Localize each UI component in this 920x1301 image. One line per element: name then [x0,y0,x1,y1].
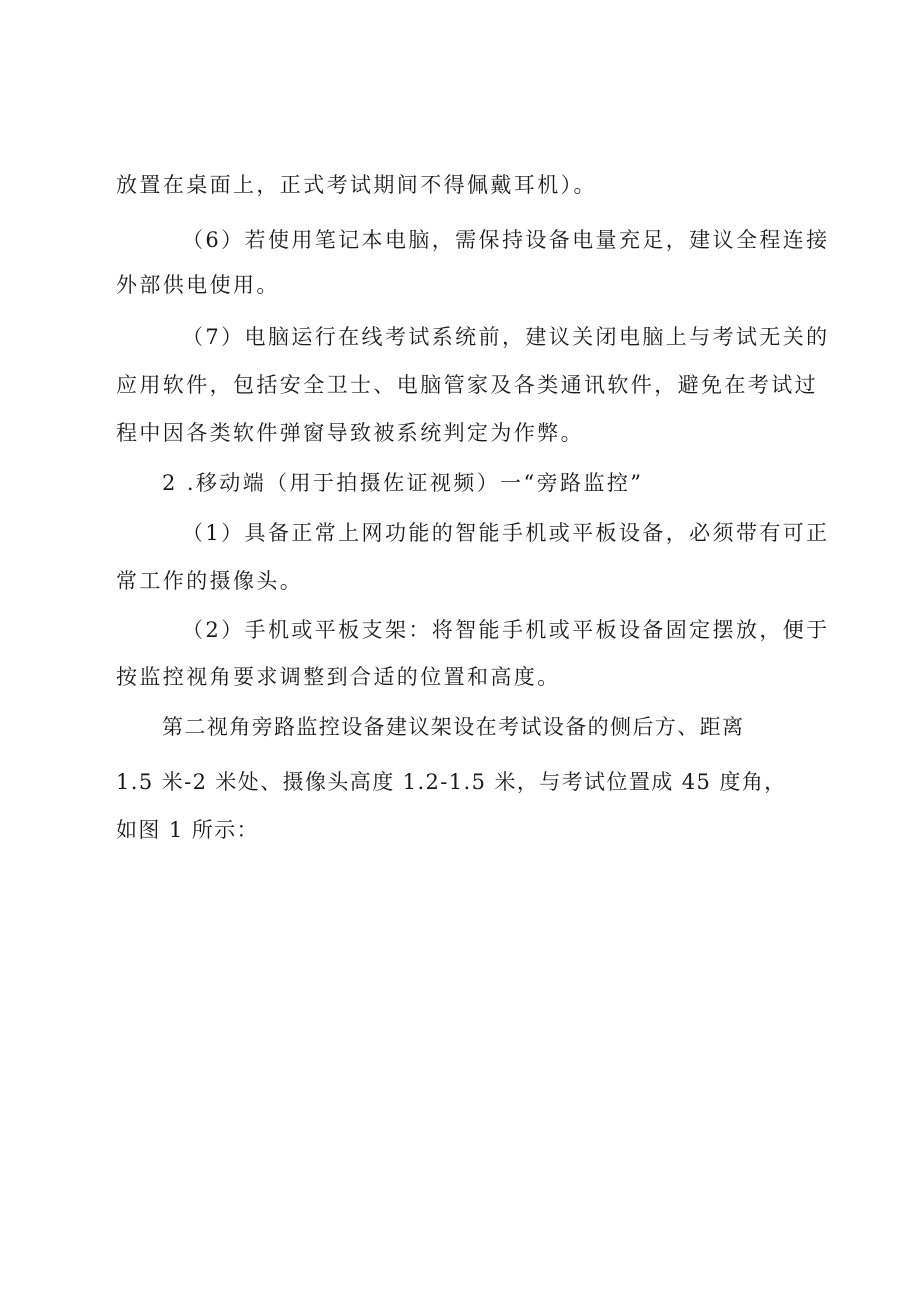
paragraph-line-3: 外部供电使用。 [116,273,280,297]
paragraph-line-8: （1）具备正常上网功能的智能手机或平板设备，必须带有可正 [182,521,830,545]
paragraph-line-5: 应用软件，包括安全卫士、电脑管家及各类通讯软件，避免在考试过 [116,373,818,397]
paragraph-line-6: 程中因各类软件弹窗导致被系统判定为作弊。 [116,421,584,445]
paragraph-line-4: （7）电脑运行在线考试系统前，建议关闭电脑上与考试无关的 [182,325,830,349]
paragraph-line-10: （2）手机或平板支架：将智能手机或平板设备固定摆放，便于 [182,618,830,642]
paragraph-line-1: 放置在桌面上，正式考试期间不得佩戴耳机）。 [116,173,597,197]
paragraph-line-9: 常工作的摄像头。 [116,569,304,593]
paragraph-line-2: （6）若使用笔记本电脑，需保持设备电量充足，建议全程连接 [182,228,830,252]
paragraph-line-14: 如图 1 所示： [116,818,259,842]
paragraph-line-11: 按监控视角要求调整到合适的位置和高度。 [116,665,561,689]
paragraph-line-13: 1.5 米-2 米处、摄像头高度 1.2-1.5 米，与考试位置成 45 度角， [116,770,787,794]
paragraph-line-12: 第二视角旁路监控设备建议架设在考试设备的侧后方、距离 [162,715,745,739]
section-heading-mobile: 2 .移动端（用于拍摄佐证视频）一“旁路监控” [162,471,644,495]
